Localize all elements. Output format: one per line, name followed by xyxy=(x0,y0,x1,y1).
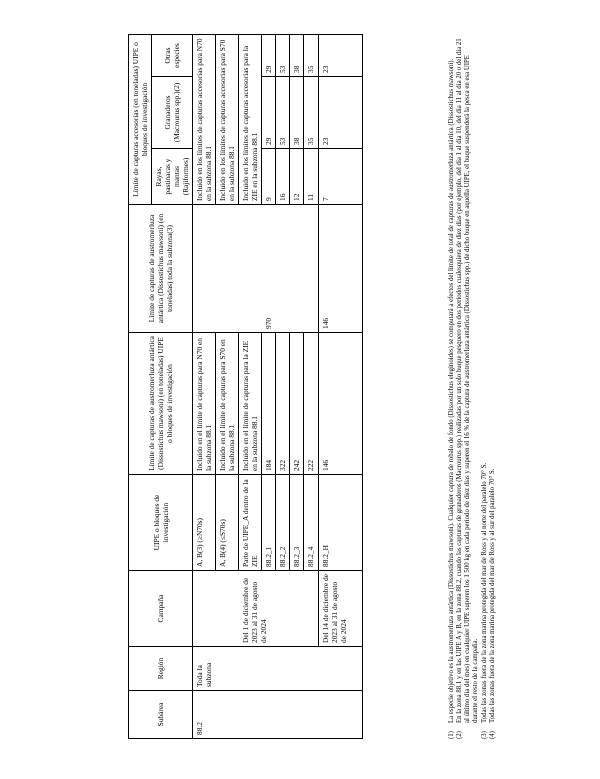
cell-sbu-h: 88.2_H xyxy=(318,475,362,571)
cell-limit: 322 xyxy=(276,333,290,475)
cell-other: 29 xyxy=(262,34,276,76)
cell-rays: 16 xyxy=(276,149,290,205)
cell-sbu: 88.2_2 xyxy=(276,475,290,571)
cell-rays: 12 xyxy=(290,149,304,205)
cell-limit-ab-n: Incluido en el límite de capturas para N70 en la subzona 88.1 xyxy=(193,333,216,475)
cell-region: Toda la subzona xyxy=(193,647,362,691)
cell-total-h: 146 xyxy=(318,205,362,333)
cell-rays: 11 xyxy=(304,149,318,205)
footnote: (3) Todas las zonas fuera de la zona marina protegida del mar de Ross y al norte del paralelo 70° S. xyxy=(480,462,488,739)
cell-sbu: 88.2_4 xyxy=(304,475,318,571)
cell-grenadiers: 35 xyxy=(304,77,318,149)
cell-campaign-h: Del 14 de diciembre de 2023 al 31 de agosto de 2024 xyxy=(318,571,362,647)
footnote: (1) La especie objetivo es la austromerluza antártica (Dissostichus mawsoni). Cualquier captura de robalo de fondo (Dissostichus eleginoides) se computará a efectos del límite de total de capturas de austromerluza antártica (Dissostichus mawsoni). xyxy=(448,58,455,739)
header-region: Región xyxy=(129,647,193,691)
cell-other: 35 xyxy=(304,34,318,76)
header-campaign: Campaña xyxy=(129,571,193,647)
header-grenadiers: Granaderos (Macrourus spp.)(2) xyxy=(152,77,193,149)
header-subarea: Subárea xyxy=(129,691,193,739)
cell-sbu-ab-s: A, B(4) (≤S70s) xyxy=(216,475,239,571)
header-catch-limit-subarea: Límite de capturas de austromerluza antártica (Dissostichus mawsoni) (en toneladas) toda la subzona(3) xyxy=(129,205,193,333)
cell-bycatch-ab-s: Incluido en los límites de capturas accesorias para S70 en la subzona 88.1 xyxy=(216,34,239,204)
cell-other-h: 23 xyxy=(318,34,362,76)
cell-limit: 242 xyxy=(290,333,304,475)
header-catch-limit-sbu: Límite de capturas de austromerluza antártica (Dissostichus mawsoni) (en toneladas) UIPE o bloques de investigación xyxy=(129,333,193,475)
cell-grenadiers-h: 23 xyxy=(318,77,362,149)
cell-rays: 9 xyxy=(262,149,276,205)
cell-sbu: 88.2_3 xyxy=(290,475,304,571)
cell-rays-h: 7 xyxy=(318,149,362,205)
cell-grenadiers: 53 xyxy=(276,77,290,149)
catch-limits-table xyxy=(128,34,363,739)
header-sbu: UIPE o bloques de investigación xyxy=(129,475,193,571)
cell-limit: 222 xyxy=(304,333,318,475)
footnote: (2) En la zona 88.1 y en las UIPE A y B, en la zona 88.2, cuando las capturas de granaderos (Macrourus spp.) realizadas por un solo buque pesquero en dos períodos cualesquiera de diez días (por ejemplo, del día 1 al día 10, del día 11 al día 20 o del día 21 al último día del mes) en cualquier UIPE superen los 1 500 kg en cada período de diez días y superen el 16 % de la captura de austromerluza antártica (Dissostichus spp.) de dicho buque en aquella UIPE, el buque suspenderá la pesca en esa UIPE durante el resto de la campaña. xyxy=(456,38,480,739)
cell-sbu-ab-n: A, B(3) (≥N70s) xyxy=(193,475,216,571)
cell-grenadiers: 38 xyxy=(290,77,304,149)
cell-subtotal: 970 xyxy=(262,205,318,333)
footnote: (4) Todas las zonas fuera de la zona marina protegida del mar de Ross y al sur del paralelo 70° S. xyxy=(488,468,496,739)
cell-limit-h: 146 xyxy=(318,333,362,475)
cell-campaign-main: Del 1 de diciembre de 2023 al 31 de agosto de 2024 xyxy=(239,571,318,647)
cell-bycatch-ab-n: Incluido en los límites de capturas accesorias para N70 en la subzona 88.1 xyxy=(193,34,216,204)
cell-limit-zie: Incluido en el límite de capturas para la ZIE en la subzona 88.1 xyxy=(239,333,262,475)
footnotes xyxy=(448,35,497,739)
cell-grenadiers: 29 xyxy=(262,77,276,149)
header-rays: Rayas, pastinacas y mantas (Rajiformes) xyxy=(152,149,193,205)
header-bycatch: Límite de capturas accesorias (en toneladas) UIPE o bloques de investigación xyxy=(129,34,152,204)
header-other: Otras especies xyxy=(152,34,193,76)
cell-bycatch-zie: Incluido en los límites de capturas accesorias para la ZIE en la subzona 88.1 xyxy=(239,34,262,204)
cell-sbu: 88.2_1 xyxy=(262,475,276,571)
cell-limit: 184 xyxy=(262,333,276,475)
cell-sbu-zie: Parte de UIPE_A dentro de la ZIE xyxy=(239,475,262,571)
cell-other: 53 xyxy=(276,34,290,76)
cell-other: 38 xyxy=(290,34,304,76)
cell-subarea: 88.2 xyxy=(193,691,362,739)
cell-limit-ab-s: Incluido en el límite de capturas para S70 en la subzona 88.1 xyxy=(216,333,239,475)
